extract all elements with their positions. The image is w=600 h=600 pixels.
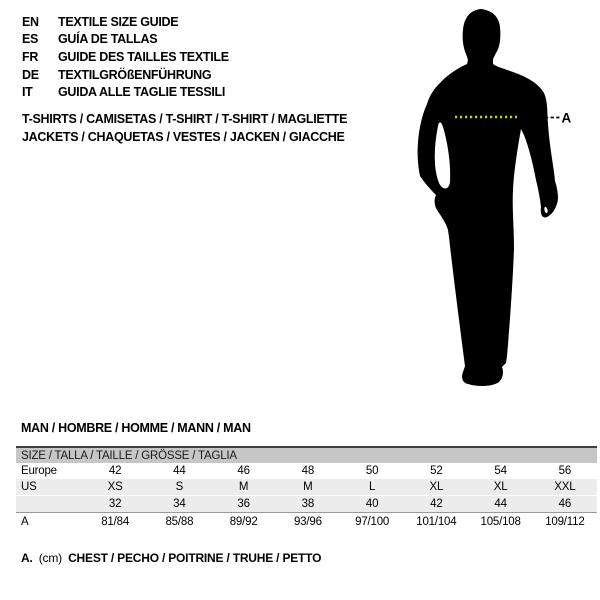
section-title-man: MAN / HOMBRE / HOMME / MANN / MAN <box>21 421 251 435</box>
table-cell: XL <box>493 481 508 493</box>
table-cell: 44 <box>494 498 507 510</box>
language-code: FR <box>22 49 39 64</box>
table-cell: 109/112 <box>545 515 585 528</box>
table-cell: 50 <box>365 465 379 477</box>
table-cell: 105/108 <box>480 515 521 528</box>
man-silhouette <box>418 9 558 386</box>
footnote-text: CHEST / PECHO / POITRINE / TRUHE / PETTO <box>68 551 322 565</box>
table-cell: 38 <box>301 498 315 510</box>
footnote-unit: (cm) <box>38 551 62 565</box>
table-cell: 42 <box>108 465 122 477</box>
table-cell: 42 <box>430 498 443 510</box>
language-label: TEXTILGRÖßENFÜHRUNG <box>58 67 212 82</box>
table-cell: 101/104 <box>416 515 457 528</box>
table-cell: 89/92 <box>229 515 258 528</box>
product-line-jackets: JACKETS / CHAQUETAS / VESTES / JACKEN / GIACCHE <box>22 130 345 144</box>
language-label: GUIDE DES TAILLES TEXTILE <box>58 49 229 64</box>
table-cell: M <box>303 481 313 493</box>
table-cell: 97/100 <box>355 515 390 528</box>
product-line-tshirts: T-SHIRTS / CAMISETAS / T-SHIRT / T-SHIRT / MAGLIETTE <box>22 112 348 126</box>
row-label: A <box>21 515 29 528</box>
table-cell: 48 <box>301 465 315 477</box>
table-row-numeric <box>16 495 597 512</box>
table-cell: 44 <box>173 465 186 477</box>
measurement-footnote <box>21 551 321 565</box>
table-cell: 54 <box>494 465 507 477</box>
table-row-europe <box>16 463 597 479</box>
table-cell: XXL <box>554 481 576 493</box>
table-cell: 93/96 <box>293 515 322 528</box>
size-table-header-row <box>16 448 597 463</box>
row-label: Europe <box>21 465 57 477</box>
table-cell: 56 <box>558 465 572 477</box>
table-row-chest-cm <box>16 512 597 530</box>
row-label: US <box>21 481 37 493</box>
language-code: DE <box>22 67 39 82</box>
table-cell: 85/88 <box>165 515 194 528</box>
table-cell: M <box>238 481 249 493</box>
table-cell: 34 <box>173 498 186 510</box>
language-code: IT <box>22 85 33 100</box>
language-label: GUÍA DE TALLAS <box>58 32 158 47</box>
measurement-label-a: A <box>561 110 572 126</box>
table-cell: 32 <box>108 498 122 510</box>
language-code: EN <box>22 14 39 29</box>
table-cell: 81/84 <box>101 515 130 528</box>
table-row-us <box>16 479 597 495</box>
language-label: TEXTILE SIZE GUIDE <box>58 14 179 29</box>
table-cell: L <box>369 481 376 493</box>
table-cell: S <box>175 481 184 493</box>
table-cell: XL <box>429 481 444 493</box>
table-cell: 46 <box>558 498 572 510</box>
table-cell: 40 <box>365 498 379 510</box>
table-cell: XS <box>107 481 123 493</box>
table-cell: 52 <box>430 465 443 477</box>
table-cell: 46 <box>237 465 250 477</box>
table-cell: 36 <box>237 498 250 510</box>
size-table-header-label: SIZE / TALLA / TAILLE / GRÖSSE / TAGLIA <box>21 449 237 462</box>
language-code: ES <box>22 32 39 47</box>
size-table <box>16 446 597 530</box>
footnote-label: A. <box>21 551 33 565</box>
language-label: GUIDA ALLE TAGLIE TESSILI <box>58 85 226 100</box>
